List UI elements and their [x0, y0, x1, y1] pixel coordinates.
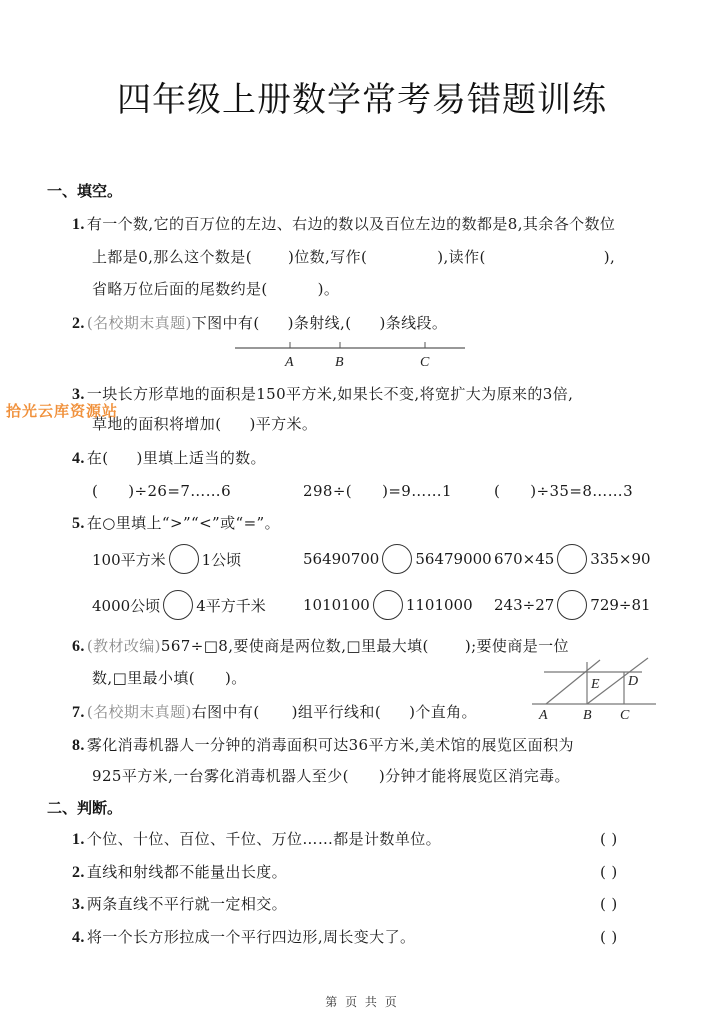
comparison-circle[interactable]: [163, 590, 193, 620]
comparison-circle[interactable]: [557, 544, 587, 574]
judge-answer-4[interactable]: ( ): [600, 928, 618, 946]
comparison-circle[interactable]: [169, 544, 199, 574]
comparison-3: 670×45 335×90: [494, 544, 651, 574]
comparison-circle[interactable]: [373, 590, 403, 620]
judge-item-3: 3. 两条直线不平行就一定相交。: [72, 895, 288, 913]
division-item-2: 298÷( )=9……1: [303, 482, 452, 500]
point-label-a: A: [285, 355, 294, 370]
point-label-a: A: [539, 708, 548, 722]
comparison-circle[interactable]: [382, 544, 412, 574]
page-footer: 第 页 共 页: [325, 995, 399, 1009]
question-number: 1.: [72, 216, 85, 233]
comparison-6: 243÷27 729÷81: [494, 590, 651, 620]
comparison-5: 1010100 1101000: [303, 590, 473, 620]
judge-item-2: 2. 直线和射线都不能量出长度。: [72, 863, 288, 881]
question-2: 2. (名校期末真题)下图中有( )条射线,( )条线段。: [72, 314, 448, 332]
judge-answer-1[interactable]: ( ): [600, 830, 618, 848]
point-label-b: B: [335, 355, 344, 370]
division-item-3: ( )÷35=8……3: [494, 482, 634, 500]
section-heading-judge: 二、判断。: [47, 799, 123, 817]
source-tag: (名校期末真题): [86, 314, 192, 332]
watermark: 拾光云库资源站: [6, 402, 119, 420]
point-label-b: B: [583, 708, 592, 722]
question-6-line-1: 6. (教材改编)567÷□8,要使商是两位数,□里最大填( );要使商是一位: [72, 637, 569, 655]
question-4: 4. 在( )里填上适当的数。: [72, 449, 266, 467]
division-item-1: ( )÷26=7……6: [92, 482, 232, 500]
page-title: 四年级上册数学常考易错题训练: [117, 80, 607, 120]
judge-answer-3[interactable]: ( ): [600, 895, 618, 913]
line-figure-abc: [230, 338, 470, 372]
judge-answer-2[interactable]: ( ): [600, 863, 618, 881]
question-1-line-1: 1. 有一个数,它的百万位的左边、右边的数以及百位左边的数都是8,其余各个数位: [72, 215, 616, 233]
point-label-e: E: [591, 677, 600, 692]
question-8-line-2: 925平方米,一台雾化消毒机器人至少( )分钟才能将展览区消完毒。: [92, 767, 570, 785]
source-tag: (教材改编): [86, 637, 161, 655]
comparison-2: 56490700 56479000: [303, 544, 492, 574]
point-label-d: D: [628, 674, 639, 689]
judge-item-1: 1. 个位、十位、百位、千位、万位……都是计数单位。: [72, 830, 442, 848]
point-label-c: C: [620, 708, 630, 722]
question-7: 7. (名校期末真题)右图中有( )组平行线和( )个直角。: [72, 703, 477, 721]
point-label-c: C: [420, 355, 430, 370]
question-6-line-2: 数,□里最小填( )。: [92, 669, 247, 687]
comparison-1: 100平方米 1公顷: [92, 544, 241, 574]
source-tag: (名校期末真题): [86, 703, 192, 721]
comparison-circle[interactable]: [557, 590, 587, 620]
question-3-line-2: 草地的面积将增加( )平方米。: [92, 415, 318, 433]
question-5: 5. 在○里填上“>”“<”或“=”。: [72, 514, 281, 532]
question-1-line-3: 省略万位后面的尾数约是( )。: [92, 280, 340, 298]
question-8-line-1: 8. 雾化消毒机器人一分钟的消毒面积可达36平方米,美术馆的展览区面积为: [72, 736, 574, 754]
judge-item-4: 4. 将一个长方形拉成一个平行四边形,周长变大了。: [72, 928, 416, 946]
comparison-4: 4000公顷 4平方千米: [92, 590, 266, 620]
question-3-line-1: 3. 一块长方形草地的面积是150平方米,如果长不变,将宽扩大为原来的3倍,: [72, 385, 574, 403]
question-1-line-2: 上都是0,那么这个数是( )位数,写作( ),读作( ),: [92, 248, 616, 266]
parallel-lines-figure: [530, 656, 660, 722]
section-heading-fill-in: 一、填空。: [47, 182, 123, 200]
